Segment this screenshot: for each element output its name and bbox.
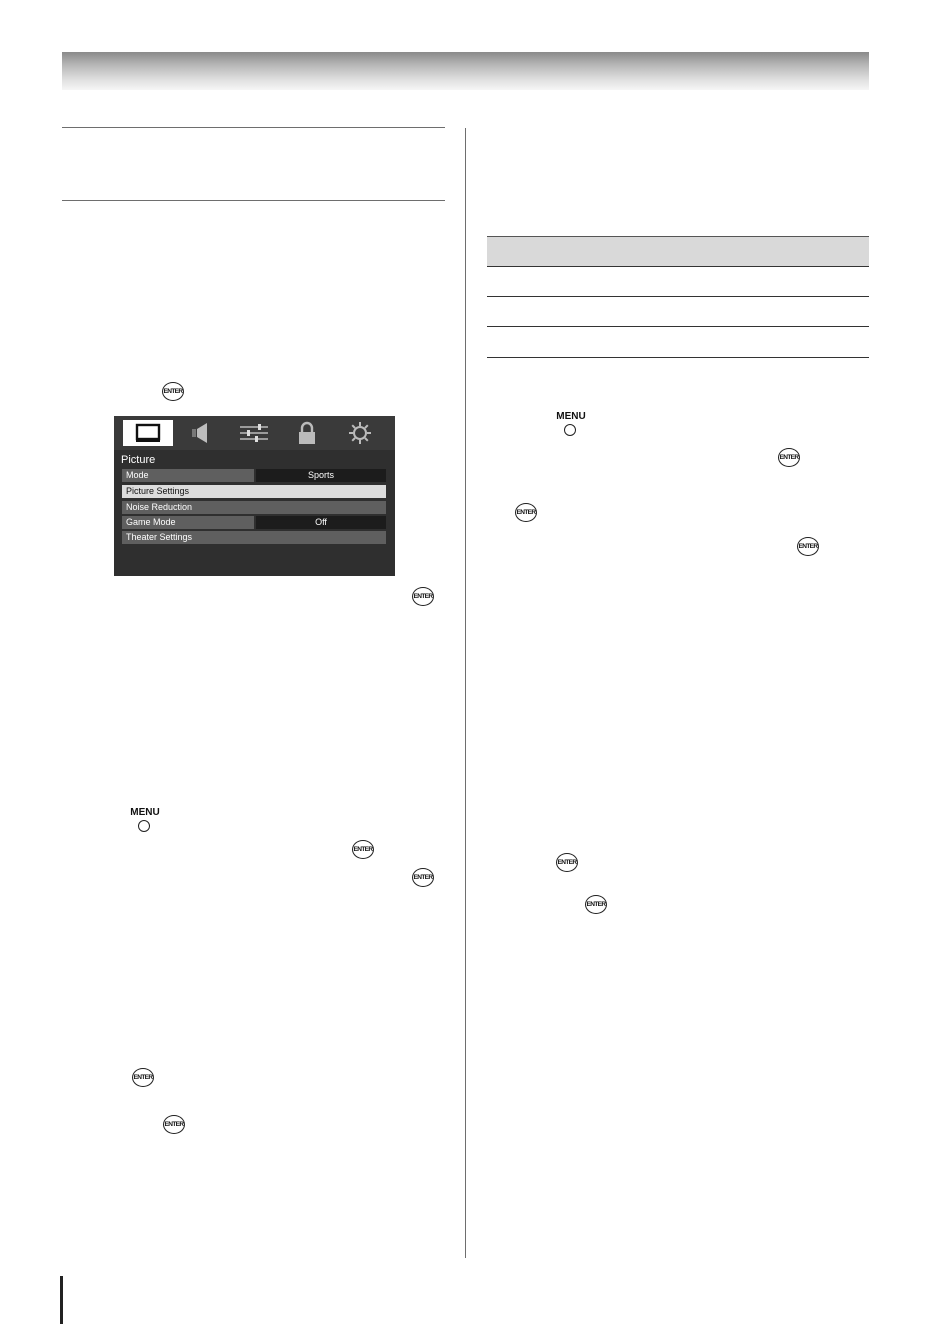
osd-row-noise-reduction [122,501,386,514]
enter-button-icon: ENTER [585,895,607,914]
table-row-divider [487,266,869,267]
osd-menu-title: Picture [121,454,156,466]
enter-button-icon: ENTER [412,868,434,887]
table-row-divider [487,326,869,327]
table-row-divider [487,296,869,297]
osd-row-value: Off [256,516,386,529]
menu-button-icon [127,807,163,835]
osd-row-value: Sports [256,469,386,482]
osd-row-label: Noise Reduction [122,501,386,514]
menu-icon-label: MENU [130,807,160,818]
osd-tab-bar [114,416,395,450]
table-header-row [487,236,869,267]
preferences-tab-icon [229,420,279,446]
enter-button-icon: ENTER [556,853,578,872]
enter-button-icon: ENTER [352,840,374,859]
audio-tab-icon [176,420,226,446]
enter-button-icon: ENTER [412,587,434,606]
page-header-bar [62,52,869,90]
picture-tab-icon [123,420,173,446]
enter-button-icon: ENTER [778,448,800,467]
enter-button-icon: ENTER [515,503,537,522]
osd-row-label: Game Mode [122,516,254,529]
osd-row-label: Picture Settings [122,485,386,498]
osd-row-picture-settings [122,485,386,498]
section-rule-bottom [62,200,445,201]
enter-button-icon: ENTER [132,1068,154,1087]
menu-button-icon [553,411,589,439]
table-row-divider [487,357,869,358]
osd-row-theater-settings [122,531,386,544]
tv-menu-screenshot [114,416,395,576]
enter-button-icon: ENTER [797,537,819,556]
setup-tab-icon [335,420,385,446]
menu-icon-label: MENU [556,411,586,422]
column-divider [465,128,466,1258]
osd-row-label: Theater Settings [122,531,386,544]
section-rule-top [62,127,445,128]
lock-tab-icon [282,420,332,446]
osd-row-mode [122,469,386,482]
enter-button-icon: ENTER [163,1115,185,1134]
osd-row-label: Mode [122,469,254,482]
page-footer-marker [60,1276,63,1324]
enter-button-icon: ENTER [162,382,184,401]
menu-circle-icon [564,424,576,436]
osd-row-game-mode [122,516,386,529]
menu-circle-icon [138,820,150,832]
